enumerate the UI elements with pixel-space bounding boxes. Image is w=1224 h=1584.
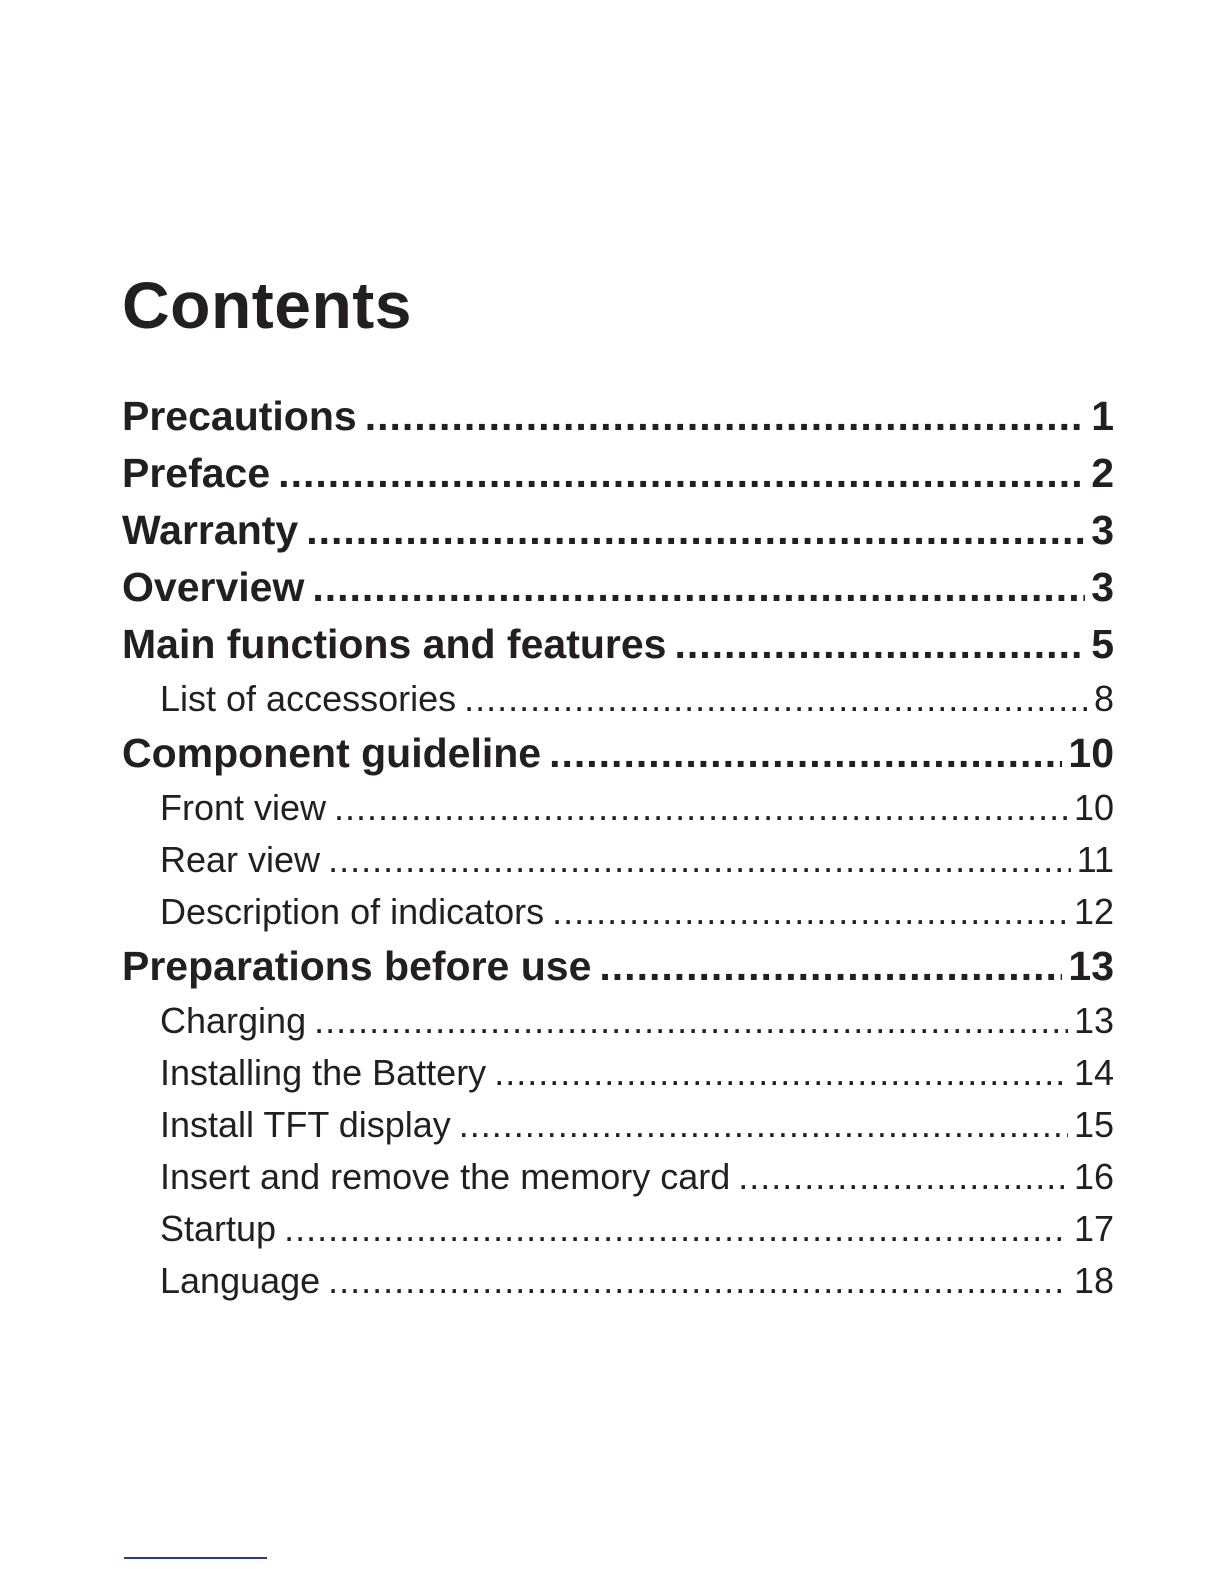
- toc-subentry-installing-the-battery[interactable]: [122, 1047, 1114, 1099]
- dot-leader: [674, 616, 1085, 673]
- toc-entry-page-number: 16: [1073, 1156, 1114, 1197]
- toc-entry-label: Overview: [122, 564, 305, 610]
- toc-entry-page-number: 2: [1091, 450, 1114, 496]
- toc-entry-preface[interactable]: [122, 445, 1114, 502]
- toc-subentry-startup[interactable]: [122, 1203, 1114, 1255]
- dot-leader: [312, 559, 1085, 616]
- dot-leader: [278, 445, 1085, 502]
- toc-entry-label: Main functions and features: [122, 621, 667, 667]
- toc-entry-page-number: 3: [1091, 507, 1114, 553]
- toc-entry-label: Preparations before use: [122, 943, 592, 989]
- dot-leader: [314, 995, 1068, 1047]
- dot-leader: [494, 1047, 1068, 1099]
- dot-leader: [599, 938, 1062, 995]
- toc-entry-label: Install TFT display: [160, 1104, 451, 1145]
- dot-leader: [284, 1203, 1068, 1255]
- toc-entry-page-number: 8: [1093, 678, 1114, 719]
- toc-entry-page-number: 15: [1073, 1104, 1114, 1145]
- dot-leader: [365, 388, 1085, 445]
- toc-entry-page-number: 18: [1073, 1260, 1114, 1301]
- toc-entry-label: Rear view: [160, 839, 321, 880]
- toc-entry-page-number: 12: [1073, 891, 1114, 932]
- dot-leader: [738, 1151, 1068, 1203]
- dot-leader: [328, 1255, 1068, 1307]
- toc-entry-label: Installing the Battery: [160, 1052, 487, 1093]
- toc-entry-page-number: 13: [1073, 1000, 1114, 1041]
- toc-entry-page-number: 10: [1073, 787, 1114, 828]
- toc-entry-page-number: 5: [1091, 621, 1114, 667]
- toc-entry-page-number: 17: [1073, 1208, 1114, 1249]
- toc-subentry-charging[interactable]: [122, 995, 1114, 1047]
- toc-subentry-language[interactable]: [122, 1255, 1114, 1307]
- dot-leader: [334, 782, 1068, 834]
- toc-entry-page-number: 10: [1068, 730, 1114, 776]
- toc-entry-precautions[interactable]: [122, 388, 1114, 445]
- dot-leader: [459, 1099, 1068, 1151]
- dot-leader: [464, 673, 1088, 725]
- toc-entry-label: Precautions: [122, 393, 357, 439]
- toc-entry-label: Startup: [160, 1208, 277, 1249]
- toc-entry-label: Insert and remove the memory card: [160, 1156, 731, 1197]
- toc-subentry-front-view[interactable]: [122, 782, 1114, 834]
- toc-entry-label: Description of indicators: [160, 891, 545, 932]
- toc-subentry-list-of-accessories[interactable]: [122, 673, 1114, 725]
- toc-subentry-description-of-indicators[interactable]: [122, 886, 1114, 938]
- dot-leader: [328, 834, 1071, 886]
- toc-subentry-memory-card[interactable]: [122, 1151, 1114, 1203]
- toc-entry-warranty[interactable]: [122, 502, 1114, 559]
- toc-entry-label: List of accessories: [160, 678, 457, 719]
- toc-subentry-install-tft-display[interactable]: [122, 1099, 1114, 1151]
- toc-entry-component-guideline[interactable]: [122, 725, 1114, 782]
- dot-leader: [306, 502, 1085, 559]
- toc-entry-page-number: 1: [1091, 393, 1114, 439]
- dot-leader: [549, 725, 1062, 782]
- toc-entry-label: Language: [160, 1260, 321, 1301]
- toc-entry-overview[interactable]: [122, 559, 1114, 616]
- table-of-contents: [122, 388, 1114, 1307]
- toc-entry-label: Component guideline: [122, 730, 542, 776]
- page-title: Contents: [122, 268, 412, 342]
- toc-entry-preparations-before-use[interactable]: [122, 938, 1114, 995]
- toc-entry-page-number: 3: [1091, 564, 1114, 610]
- toc-entry-label: Warranty: [122, 507, 299, 553]
- toc-entry-label: Front view: [160, 787, 327, 828]
- footer-rule: [124, 1557, 267, 1559]
- toc-entry-label: Preface: [122, 450, 271, 496]
- toc-entry-page-number: 13: [1068, 943, 1114, 989]
- toc-entry-label: Charging: [160, 1000, 307, 1041]
- dot-leader: [552, 886, 1068, 938]
- toc-subentry-rear-view[interactable]: [122, 834, 1114, 886]
- toc-entry-page-number: 14: [1073, 1052, 1114, 1093]
- toc-entry-page-number: 11: [1076, 839, 1114, 880]
- toc-entry-main-functions[interactable]: [122, 616, 1114, 673]
